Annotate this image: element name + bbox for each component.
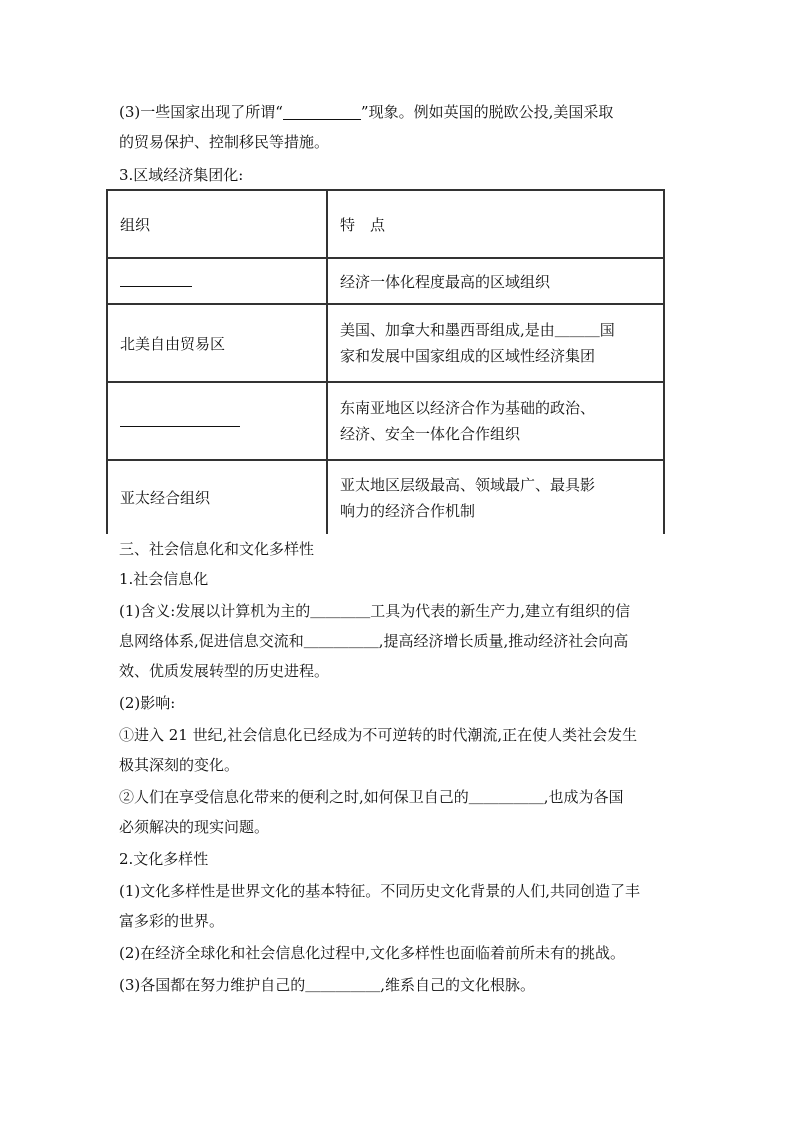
fill-blank xyxy=(120,272,192,287)
definition-line-2: 息网络体系,促进信息交流和＿＿＿＿＿,提高经济增长质量,推动经济社会向高 xyxy=(119,632,629,650)
feature-cell: 亚太地区层级最高、领域最广、最具影 响力的经济合作机制 xyxy=(327,460,664,534)
table-header-row xyxy=(107,190,664,258)
paragraph-3-line-1 xyxy=(119,100,679,124)
header-org-cell: 组织 xyxy=(107,190,327,258)
diversity-line-1: (1)文化多样性是世界文化的基本特征。不同历史文化背景的人们,共同创造了丰 xyxy=(119,882,641,900)
fill-blank xyxy=(283,103,361,120)
definition-line-1: (1)含义:发展以计算机为主的＿＿＿＿工具为代表的新生产力,建立有组织的信 xyxy=(119,602,631,620)
regional-organization-table xyxy=(106,189,665,534)
diversity-line-2: 富多彩的世界。 xyxy=(119,912,225,930)
table-row xyxy=(107,460,664,534)
part-3-title: 三、社会信息化和文化多样性 xyxy=(119,540,315,558)
impact-heading: (2)影响: xyxy=(119,694,176,712)
definition-line-3: 效、优质发展转型的历史进程。 xyxy=(119,662,330,680)
feature-cell: 经济一体化程度最高的区域组织 xyxy=(327,258,664,304)
diversity-protect-line: (3)各国都在努力维护自己的＿＿＿＿＿,维系自己的文化根脉。 xyxy=(119,976,536,994)
text-fragment: ”现象。例如英国的脱欧公投,美国采取 xyxy=(360,103,614,121)
feature-cell: 美国、加拿大和墨西哥组成,是由＿＿＿国 家和发展中国家组成的区域性经济集团 xyxy=(327,304,664,382)
section-3-title: 3.区域经济集团化: xyxy=(119,166,244,184)
subsection-1-title: 1.社会信息化 xyxy=(119,570,209,588)
table-row xyxy=(107,304,664,382)
impact-a-line-1: ①进入 21 世纪,社会信息化已经成为不可逆转的时代潮流,正在使人类社会发生 xyxy=(119,726,638,744)
paragraph-3-line-2: 的贸易保护、控制移民等措施。 xyxy=(119,133,330,151)
table-row xyxy=(107,258,664,304)
impact-a-line-2: 极其深刻的变化。 xyxy=(119,756,240,774)
table-row xyxy=(107,382,664,460)
subsection-2-title: 2.文化多样性 xyxy=(119,850,209,868)
org-cell xyxy=(107,382,327,460)
fill-blank xyxy=(120,412,240,427)
header-feature-cell: 特 点 xyxy=(327,190,664,258)
feature-cell: 东南亚地区以经济合作为基础的政治、 经济、安全一体化合作组织 xyxy=(327,382,664,460)
diversity-challenge-line: (2)在经济全球化和社会信息化过程中,文化多样性也面临着前所未有的挑战。 xyxy=(119,944,626,962)
impact-b-line-2: 必须解决的现实问题。 xyxy=(119,818,270,836)
org-cell xyxy=(107,258,327,304)
org-cell: 北美自由贸易区 xyxy=(107,304,327,382)
impact-b-line-1: ②人们在享受信息化带来的便利之时,如何保卫自己的＿＿＿＿＿,也成为各国 xyxy=(119,788,624,806)
text-fragment: (3)一些国家出现了所谓“ xyxy=(119,103,283,121)
org-cell: 亚太经合组织 xyxy=(107,460,327,534)
